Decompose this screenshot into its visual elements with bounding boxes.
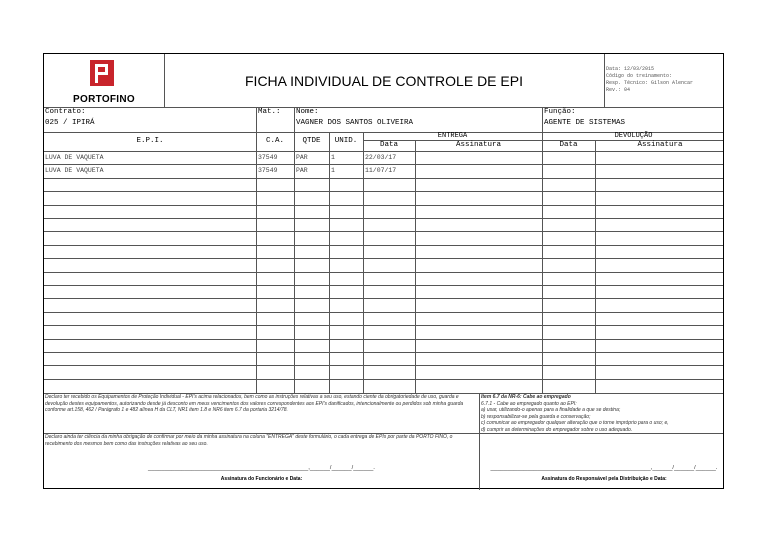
meta-revision: Rev.: 04 bbox=[606, 87, 631, 93]
nr6-block bbox=[481, 394, 723, 433]
brand-name: PORTOFINO bbox=[73, 94, 135, 105]
table-column-line bbox=[595, 140, 596, 393]
header-devolucao-data: Data bbox=[559, 141, 578, 149]
nr6-title: Item 6.7 da NR-6: Cabe ao empregado bbox=[481, 394, 571, 400]
table-row-line bbox=[44, 205, 723, 206]
form-title: FICHA INDIVIDUAL DE CONTROLE DE EPI bbox=[245, 72, 523, 89]
row1-entrega-data: 22/03/17 bbox=[365, 154, 397, 161]
meta-divider bbox=[604, 54, 605, 107]
table-row-line bbox=[44, 365, 723, 366]
table-row-line bbox=[44, 245, 723, 246]
footer-divider bbox=[479, 393, 480, 490]
contrato-label: Contrato: bbox=[45, 108, 86, 116]
table-row-line bbox=[44, 312, 723, 313]
responsible-signature-label: Assinatura do Responsável pela Distribuição e Data: bbox=[541, 476, 667, 482]
table-column-line bbox=[415, 140, 416, 393]
header-entrega-data: Data bbox=[379, 141, 398, 149]
table-row-line bbox=[44, 285, 723, 286]
table-row-line bbox=[44, 164, 723, 165]
header-entrega: ENTREGA bbox=[437, 132, 468, 140]
funcao-value: AGENTE DE SISTEMAS bbox=[544, 119, 626, 127]
info-divider-2 bbox=[294, 107, 295, 132]
table-row-line bbox=[44, 258, 723, 259]
nome-label: Nome: bbox=[296, 108, 319, 116]
document-meta bbox=[606, 66, 724, 94]
nome-value: VAGNER DOS SANTOS OLIVEIRA bbox=[296, 119, 414, 127]
header-unid: UNID. bbox=[334, 137, 358, 145]
table-row-line bbox=[44, 191, 723, 192]
contrato-value: 025 / IPIRÁ bbox=[45, 119, 95, 127]
table-row-line bbox=[44, 339, 723, 340]
mat-label: Mat.: bbox=[258, 108, 281, 116]
meta-technician: Resp. Técnico: Gilson Alencar bbox=[606, 80, 694, 86]
table-row-line bbox=[44, 325, 723, 326]
table-column-line bbox=[294, 132, 295, 393]
table-row-line bbox=[44, 218, 723, 219]
responsible-signature-line: ________________________________________________,______/______/______. bbox=[490, 465, 718, 471]
table-row-line bbox=[44, 298, 723, 299]
nr6-line: a) usar, utilizando-o apenas para a finalidade a que se destina; bbox=[481, 407, 621, 413]
row2-qtde: PAR bbox=[296, 167, 308, 174]
table-column-line bbox=[256, 132, 257, 393]
nr6-line: c) comunicar ao empregador qualquer alteração que o torne impróprio para o uso; e, bbox=[481, 420, 669, 426]
table-column-line bbox=[363, 132, 364, 393]
table-column-line bbox=[542, 132, 543, 393]
header-epi: E.P.I. bbox=[136, 137, 164, 145]
meta-training-code: Código do treinamento: bbox=[606, 73, 673, 79]
row1-ca: 37549 bbox=[258, 154, 278, 161]
row2-entrega-data: 11/07/17 bbox=[365, 167, 397, 174]
declaration-receipt: Declaro ter recebido os Equipamentos de Proteção Individual - EPI's acima relacionados, bem como as instruções relativas a seu uso, estando ciente da obrigatoriedade de uso, guarda e devolução destes equipamentos, autorizando desde já desconto em meus vencimentos dos valores correspondentes aos EPI's danificados, intencionalmente ou perdidos sob minha guarda conforme art.158, 462 / Parágrafo 1 e 482 alínea H da CLT, NR1 item 1.8 e NR6 item 6.7 da portaria 3214/78. bbox=[45, 394, 464, 413]
row1-epi: LUVA DE VAQUETA bbox=[45, 154, 104, 161]
nr6-line: b) responsabilizar-se pela guarda e conservação; bbox=[481, 413, 591, 420]
row2-unid: 1 bbox=[331, 167, 335, 174]
epi-form bbox=[43, 53, 724, 489]
table-row-line bbox=[44, 272, 723, 273]
company-logo bbox=[44, 54, 164, 107]
info-divider-3 bbox=[542, 107, 543, 132]
header-devolucao: DEVOLUÇÃO bbox=[614, 132, 653, 140]
row2-ca: 37549 bbox=[258, 167, 278, 174]
header-bottom-line bbox=[44, 107, 723, 108]
funcao-label: Função: bbox=[544, 108, 576, 116]
table-row-line bbox=[44, 352, 723, 353]
meta-date: Data: 12/03/2015 bbox=[606, 66, 655, 72]
header-entrega-assinatura: Assinatura bbox=[455, 141, 501, 149]
employee-signature-line: ________________________________________________,______/______/______. bbox=[148, 465, 375, 471]
table-row-line bbox=[44, 231, 723, 232]
employee-signature-label: Assinatura do Funcionário e Data: bbox=[220, 476, 303, 482]
header-ca: C.A. bbox=[265, 137, 284, 145]
table-header-line bbox=[44, 151, 723, 152]
nr6-line: d) cumprir as determinações do empregador sobre o uso adequado. bbox=[481, 426, 633, 433]
portofino-logo-icon bbox=[90, 60, 114, 86]
info-divider-1 bbox=[256, 107, 257, 132]
row2-epi: LUVA DE VAQUETA bbox=[45, 167, 104, 174]
table-row-line bbox=[44, 178, 723, 179]
table-row-line bbox=[44, 379, 723, 380]
header-qtde: QTDE bbox=[302, 137, 321, 145]
row1-qtde: PAR bbox=[296, 154, 308, 161]
declaration-acknowledgement: Declaro ainda ter ciência da minha obrigação de confirmar por meio da minha assinatura na coluna "ENTREGA" deste formulário, o cada entrega de EPIs por parte da PORTO FINO, o recebimento dos mesmos bem como das instruções relativas ao seu uso. bbox=[45, 434, 453, 447]
header-devolucao-assinatura: Assinatura bbox=[637, 141, 683, 149]
table-column-line bbox=[329, 132, 330, 393]
row1-unid: 1 bbox=[331, 154, 335, 161]
nr6-line: 6.7.1 - Cabe ao empregado quanto ao EPI: bbox=[481, 400, 577, 407]
